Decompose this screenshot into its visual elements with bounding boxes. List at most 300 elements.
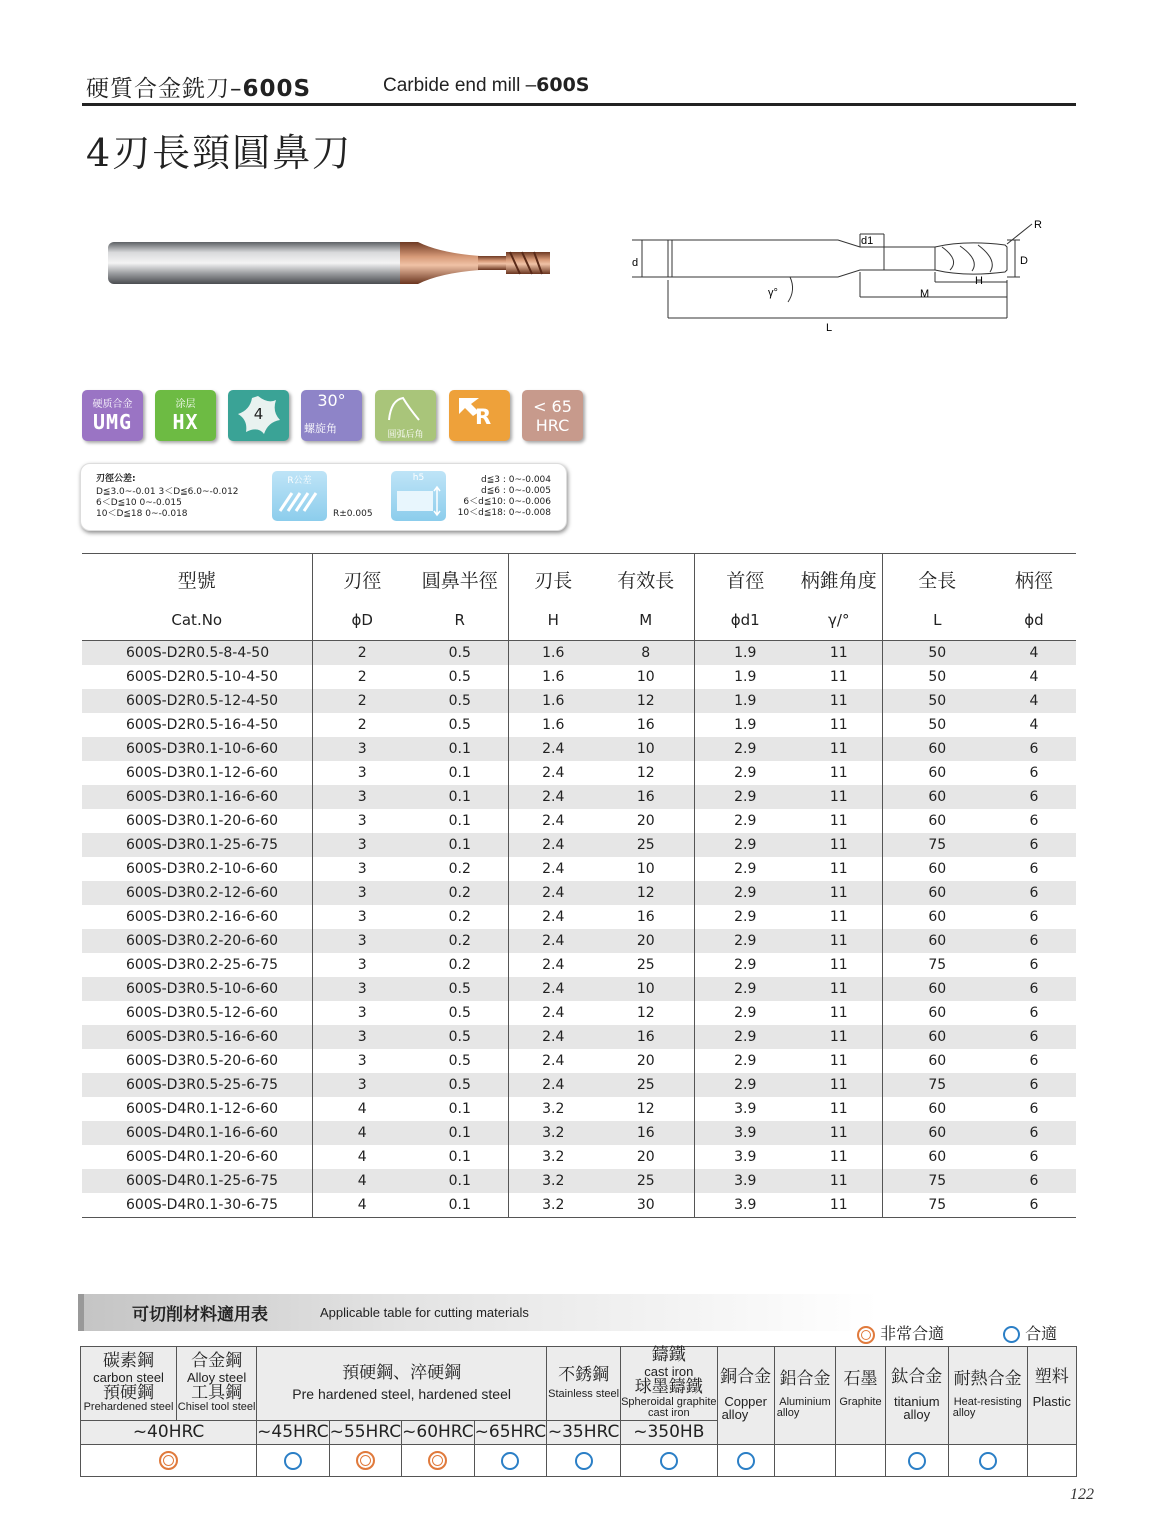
badge-coating [155, 390, 216, 441]
value-cell: 3.2 [508, 1121, 598, 1145]
value-cell: 2.4 [508, 833, 598, 857]
value-cell: 6 [992, 1121, 1076, 1145]
tol-row-2: 6＜D≦10 0~-0.015 [96, 498, 182, 508]
label-M: M [920, 288, 930, 300]
value-cell: 0.2 [412, 929, 508, 953]
col-shank-diameter: 柄徑 [1014, 570, 1053, 592]
mat-hardened-cn: 預硬鋼、淬硬鋼 [342, 1363, 462, 1384]
value-cell: 0.1 [448, 1101, 471, 1117]
value-cell: 1.6 [508, 689, 598, 713]
value-cell: 60 [882, 1049, 992, 1073]
value-cell: 1.9 [694, 641, 796, 666]
materials-header-row [81, 1347, 1077, 1421]
d-tol-row-2: d≦6 : 0~-0.005 [480, 486, 551, 496]
header-cn-prefix: 硬質合金銑刀– [86, 76, 243, 102]
value-cell: 11 [829, 669, 848, 685]
col-radius-en: R [412, 600, 508, 641]
value-cell: 3.9 [694, 1169, 796, 1193]
r-chip-label: R公差 [287, 476, 312, 486]
cat-no-cell: 600S-D4R0.1-20-6-60 [126, 1149, 279, 1165]
col-flute-length-en: H [508, 600, 598, 641]
value-cell: 3.2 [508, 1193, 598, 1218]
value-cell: 11 [829, 861, 848, 877]
value-cell: 60 [882, 1025, 992, 1049]
value-cell: 2.9 [694, 953, 796, 977]
badge-radius-main: R [475, 405, 492, 429]
hrc-60: ~60HRC [402, 1421, 475, 1445]
value-cell: 6 [1029, 1053, 1039, 1069]
cat-no-cell: 600S-D3R0.1-12-6-60 [126, 765, 279, 781]
value-cell: 3 [312, 809, 412, 833]
value-cell: 1.9 [694, 713, 796, 737]
cat-no-cell: 600S-D3R0.2-12-6-60 [82, 881, 312, 905]
table-row [82, 1193, 1076, 1218]
value-cell: 6 [992, 785, 1076, 809]
mat-copper-en2: alloy [721, 1407, 749, 1423]
value-cell: 2.4 [508, 905, 598, 929]
cat-no-cell: 600S-D3R0.2-16-6-60 [126, 909, 279, 925]
value-cell: 60 [882, 857, 992, 881]
value-cell: 16 [636, 909, 655, 925]
cat-no-cell: 600S-D4R0.1-12-6-60 [126, 1101, 279, 1117]
label-d: d [632, 257, 639, 269]
page-title: 4刃長頸圓鼻刀 [86, 131, 353, 175]
legend-suitable [1003, 1321, 1057, 1344]
value-cell: 2.4 [508, 881, 598, 905]
badge-helix-top: 30° [317, 391, 346, 410]
value-cell: 0.5 [412, 977, 508, 1001]
value-cell: 3 [312, 833, 412, 857]
value-cell: 2.4 [508, 785, 598, 809]
suitability-cell [948, 1445, 1027, 1477]
value-cell: 4 [992, 641, 1076, 666]
value-cell: 60 [882, 977, 992, 1001]
value-cell: 11 [829, 765, 848, 781]
value-cell: 20 [598, 929, 694, 953]
mat-al-cn: 鋁合金 [779, 1369, 831, 1390]
value-cell: 3 [312, 1001, 412, 1025]
value-cell: 11 [796, 929, 882, 953]
value-cell: 4 [312, 1169, 412, 1193]
value-cell: 2.9 [694, 1001, 796, 1025]
value-cell: 50 [882, 689, 992, 713]
cat-no-cell: 600S-D3R0.2-25-6-75 [126, 957, 279, 973]
cat-no-cell: 600S-D4R0.1-30-6-75 [82, 1193, 312, 1218]
mat-titanium [885, 1347, 948, 1445]
value-cell: 25 [598, 1073, 694, 1097]
mat-hardened [257, 1347, 547, 1421]
cat-no-cell: 600S-D3R0.5-12-6-60 [126, 1005, 279, 1021]
mat-copper-en: Copper [724, 1393, 767, 1409]
col-neck-diameter: 首徑 [694, 554, 796, 601]
value-cell: 8 [598, 641, 694, 666]
value-cell: 11 [829, 957, 848, 973]
badge-hardness-top: < 65 [533, 397, 572, 416]
value-cell: 6 [1029, 861, 1039, 877]
table-row [82, 833, 1076, 857]
value-cell: 2.4 [508, 929, 598, 953]
value-cell: 2.9 [694, 809, 796, 833]
value-cell: 6 [992, 737, 1076, 761]
value-cell: 2.4 [508, 857, 598, 881]
materials-title-en: Applicable table for cutting materials [320, 1305, 529, 1320]
table-row [82, 1121, 1076, 1145]
mat-graphite [836, 1347, 886, 1445]
value-cell: 20 [636, 1149, 655, 1165]
col-effective-length: 有效長 [617, 570, 675, 592]
suitable-icon [660, 1452, 678, 1470]
mat-sg-en2: cast iron [648, 1407, 690, 1420]
table-row [82, 1001, 1076, 1025]
value-cell: 16 [636, 717, 655, 733]
value-cell: 0.1 [412, 737, 508, 761]
table-row [82, 1097, 1076, 1121]
value-cell: 10 [636, 861, 655, 877]
very-suitable-icon [857, 1326, 875, 1344]
value-cell: 2.9 [694, 1025, 796, 1049]
header-row-cn [82, 554, 1076, 601]
very-suitable-icon [356, 1451, 375, 1470]
hrc-55: ~55HRC [329, 1421, 402, 1445]
table-row [82, 689, 1076, 713]
cat-no-cell: 600S-D3R0.5-10-6-60 [82, 977, 312, 1001]
value-cell: 11 [796, 977, 882, 1001]
value-cell: 2.9 [694, 785, 796, 809]
end-mill-photo [100, 235, 550, 295]
value-cell: 6 [1029, 813, 1039, 829]
mat-hr-en2: alloy [952, 1407, 976, 1420]
suitability-cell [1027, 1445, 1076, 1477]
table-row [82, 881, 1076, 905]
value-cell: 0.1 [412, 785, 508, 809]
value-cell: 1.6 [508, 641, 598, 666]
value-cell: 6 [1029, 909, 1039, 925]
mat-ti-cn: 鈦合金 [891, 1366, 943, 1387]
R-leader [1007, 224, 1032, 244]
suitability-cell [547, 1445, 621, 1477]
hrc-45: ~45HRC [257, 1421, 330, 1445]
h5-chip-label: h5 [412, 473, 425, 483]
mat-preh-en: Prehardened steel [83, 1401, 174, 1414]
value-cell: 2.9 [694, 929, 796, 953]
r-tolerance-chip [272, 471, 327, 521]
value-cell: 3 [312, 1049, 412, 1073]
label-H: H [975, 275, 983, 287]
table-row [82, 1145, 1076, 1169]
mat-copper [717, 1347, 774, 1445]
table-row [82, 713, 1076, 737]
value-cell: 6 [992, 929, 1076, 953]
value-cell: 4 [312, 1097, 412, 1121]
value-cell: 0.5 [448, 669, 471, 685]
table-row [82, 953, 1076, 977]
cat-no-cell: 600S-D2R0.5-12-4-50 [82, 689, 312, 713]
value-cell: 2.9 [694, 1073, 796, 1097]
cat-no-cell: 600S-D3R0.1-20-6-60 [126, 813, 279, 829]
value-cell: 2.4 [508, 1073, 598, 1097]
suitability-cell [717, 1445, 774, 1477]
shank-chamfer [668, 240, 672, 277]
table-row [82, 737, 1076, 761]
value-cell: 75 [882, 1073, 992, 1097]
value-cell: 12 [636, 1005, 655, 1021]
mat-gr-en: Graphite [839, 1395, 882, 1408]
suitability-cell [885, 1445, 948, 1477]
L-dimension [668, 280, 1007, 318]
col-flute-length: 刃長 [508, 554, 598, 601]
value-cell: 4 [1029, 717, 1039, 733]
mat-pl-cn: 塑料 [1034, 1366, 1069, 1387]
cat-no-cell: 600S-D3R0.5-25-6-75 [82, 1073, 312, 1097]
value-cell: 2.4 [508, 809, 598, 833]
mat-hr-en: Heat-resisting [953, 1395, 1022, 1408]
value-cell: 2.4 [508, 1025, 598, 1049]
r-tolerance-icon [272, 471, 327, 521]
value-cell: 4 [312, 1121, 412, 1145]
suitable-icon [908, 1452, 926, 1470]
value-cell: 20 [636, 1053, 655, 1069]
value-cell: 0.5 [448, 1053, 471, 1069]
value-cell: 2.4 [508, 761, 598, 785]
value-cell: 2.4 [508, 977, 598, 1001]
value-cell: 3 [312, 905, 412, 929]
spec-table-body [82, 641, 1076, 1218]
value-cell: 12 [598, 881, 694, 905]
value-cell: 16 [598, 1121, 694, 1145]
cat-no-cell: 600S-D2R0.5-16-4-50 [126, 717, 279, 733]
value-cell: 3 [312, 929, 412, 953]
H-dimension [935, 272, 1007, 282]
value-cell: 3.9 [694, 1121, 796, 1145]
value-cell: 20 [636, 813, 655, 829]
value-cell: 0.2 [448, 957, 471, 973]
value-cell: 3 [312, 977, 412, 1001]
hrc-35: ~35HRC [547, 1421, 621, 1445]
spec-table [82, 553, 1076, 1218]
mat-ti-en: titanium [894, 1393, 940, 1409]
value-cell: 6 [992, 881, 1076, 905]
value-cell: 0.2 [448, 861, 471, 877]
cat-no-cell: 600S-D3R0.2-10-6-60 [126, 861, 279, 877]
value-cell: 0.5 [448, 717, 471, 733]
col-diameter: 刃徑 [312, 554, 412, 601]
very-suitable-icon [159, 1451, 178, 1470]
suitable-icon [1003, 1326, 1020, 1343]
mat-tool-cn: 工具鋼 [191, 1382, 243, 1403]
value-cell: 1.6 [508, 713, 598, 737]
value-cell: 60 [882, 1145, 992, 1169]
value-cell: 0.1 [412, 1121, 508, 1145]
mat-carbon-en: carbon steel [93, 1369, 164, 1385]
cat-no-cell: 600S-D3R0.5-20-6-60 [126, 1053, 279, 1069]
value-cell: 2.9 [694, 857, 796, 881]
cat-no-cell: 600S-D3R0.1-16-6-60 [82, 785, 312, 809]
label-D: D [1020, 255, 1028, 267]
value-cell: 1.6 [508, 665, 598, 689]
hrc-65: ~65HRC [474, 1421, 547, 1445]
mat-al-en: Aluminium [779, 1395, 831, 1408]
table-row [82, 665, 1076, 689]
suitability-cell [329, 1445, 402, 1477]
D-dimension [1007, 240, 1020, 277]
mat-cast-cn: 鑄鐵 [651, 1345, 686, 1366]
badge-relief [375, 390, 436, 441]
legend-good-label: 合適 [1025, 1324, 1058, 1343]
col-cat-en: Cat.No [82, 600, 312, 641]
value-cell: 6 [1029, 957, 1039, 973]
value-cell: 6 [992, 1025, 1076, 1049]
value-cell: 0.1 [448, 1149, 471, 1165]
value-cell: 3.9 [694, 1193, 796, 1218]
value-cell: 0.1 [448, 813, 471, 829]
mat-plastic [1027, 1347, 1076, 1445]
value-cell: 25 [598, 1169, 694, 1193]
value-cell: 60 [882, 1121, 992, 1145]
value-cell: 0.5 [412, 1025, 508, 1049]
table-row [82, 1073, 1076, 1097]
value-cell: 0.1 [412, 833, 508, 857]
shank-tolerance-icon [391, 471, 446, 521]
tol-row-3: 10＜D≦18 0~-0.018 [96, 509, 188, 519]
value-cell: 6 [992, 977, 1076, 1001]
materials-title-cn: 可切削材料適用表 [132, 1305, 268, 1325]
mat-sg-en: Spheroidal graphite [621, 1395, 717, 1408]
col-diameter-en: ϕD [312, 600, 412, 641]
table-row [82, 977, 1076, 1001]
suitability-cell [474, 1445, 547, 1477]
hrc-40: ~40HRC [81, 1421, 257, 1445]
value-cell: 60 [882, 1097, 992, 1121]
value-cell: 12 [636, 1101, 655, 1117]
col-shank-diameter-en: ϕd [992, 600, 1076, 641]
label-gamma: γ° [768, 287, 778, 299]
value-cell: 2.9 [694, 1049, 796, 1073]
table-row [82, 641, 1076, 666]
mat-stainless [547, 1347, 621, 1421]
label-L: L [826, 322, 833, 334]
value-cell: 75 [882, 1193, 992, 1218]
value-cell: 60 [882, 929, 992, 953]
value-cell: 6 [1029, 1005, 1039, 1021]
drawing-outline [668, 240, 935, 277]
value-cell: 60 [882, 809, 992, 833]
value-cell: 6 [1029, 1101, 1039, 1117]
materials-suitability-row [81, 1445, 1077, 1477]
value-cell: 50 [882, 713, 992, 737]
mat-tool-en: Chisel tool steel [177, 1401, 256, 1414]
value-cell: 60 [882, 1001, 992, 1025]
legend-very-label: 非常合適 [880, 1324, 945, 1343]
value-cell: 11 [796, 641, 882, 666]
value-cell: 30 [598, 1193, 694, 1218]
value-cell: 3 [312, 761, 412, 785]
col-taper-angle-en: γ/° [796, 600, 882, 641]
value-cell: 16 [598, 785, 694, 809]
header-cn [86, 70, 311, 103]
M-dimension [860, 272, 1007, 297]
suitability-cell [402, 1445, 475, 1477]
taper-shape [400, 242, 480, 284]
mat-heat-resisting [948, 1347, 1027, 1445]
badge-material-main: UMG [92, 410, 133, 434]
drawing-flutes [942, 245, 992, 272]
value-cell: 3.2 [508, 1145, 598, 1169]
cat-no-cell: 600S-D3R0.1-10-6-60 [82, 737, 312, 761]
value-cell: 3 [312, 1073, 412, 1097]
mat-ti-en2: alloy [903, 1407, 931, 1423]
header-en-model: 600S [536, 74, 590, 96]
cat-no-cell: 600S-D3R0.2-20-6-60 [82, 929, 312, 953]
mat-hardened-en: Pre hardened steel, hardened steel [292, 1386, 511, 1403]
badge-material [82, 390, 143, 441]
value-cell: 60 [882, 905, 992, 929]
value-cell: 10 [636, 669, 655, 685]
value-cell: 4 [312, 1145, 412, 1169]
col-cat: 型號 [177, 570, 216, 592]
table-row [82, 761, 1076, 785]
value-cell: 2 [312, 641, 412, 666]
value-cell: 0.1 [412, 1169, 508, 1193]
value-cell: 3.2 [508, 1169, 598, 1193]
r-tolerance-value: R±0.005 [333, 509, 373, 519]
value-cell: 60 [882, 737, 992, 761]
suitability-cell [774, 1445, 835, 1477]
legend-very-suitable [857, 1321, 944, 1344]
suitable-icon [501, 1452, 519, 1470]
value-cell: 11 [829, 1101, 848, 1117]
mat-gr-cn: 石墨 [843, 1369, 878, 1390]
value-cell: 3.9 [694, 1097, 796, 1121]
value-cell: 3.9 [694, 1145, 796, 1169]
table-row [82, 1049, 1076, 1073]
value-cell: 60 [882, 761, 992, 785]
mat-hr-cn: 耐熱合金 [953, 1369, 1022, 1390]
value-cell: 25 [636, 957, 655, 973]
value-cell: 0.5 [412, 689, 508, 713]
mat-cast-iron [621, 1347, 718, 1421]
value-cell: 0.5 [448, 1005, 471, 1021]
mat-copper-cn: 銅合金 [720, 1366, 772, 1387]
cat-no-cell: 600S-D4R0.1-25-6-75 [82, 1169, 312, 1193]
header-row-en [82, 600, 1076, 641]
value-cell: 0.5 [412, 641, 508, 666]
mat-carbon [81, 1347, 177, 1421]
page-number: 122 [1070, 1486, 1094, 1503]
cat-no-cell: 600S-D2R0.5-10-4-50 [126, 669, 279, 685]
cat-no-cell: 600S-D3R0.5-16-6-60 [82, 1025, 312, 1049]
value-cell: 2.9 [694, 977, 796, 1001]
value-cell: 3 [312, 881, 412, 905]
table-row [82, 857, 1076, 881]
table-row [82, 785, 1076, 809]
value-cell: 0.2 [412, 881, 508, 905]
value-cell: 2.9 [694, 881, 796, 905]
table-row [82, 1025, 1076, 1049]
value-cell: 75 [882, 833, 992, 857]
badge-helix-main: 螺旋角 [304, 422, 337, 435]
value-cell: 75 [882, 953, 992, 977]
label-d1: d1 [861, 235, 874, 247]
table-row [82, 1169, 1076, 1193]
col-radius: 圓鼻半徑 [421, 570, 498, 592]
badge-helix [301, 390, 362, 441]
value-cell: 10 [598, 737, 694, 761]
badge-flutes-main: 4 [253, 405, 264, 423]
gamma-arc [788, 277, 793, 302]
shank-shape [108, 242, 408, 284]
badge-hardness-main: HRC [535, 416, 570, 435]
value-cell: 12 [598, 689, 694, 713]
